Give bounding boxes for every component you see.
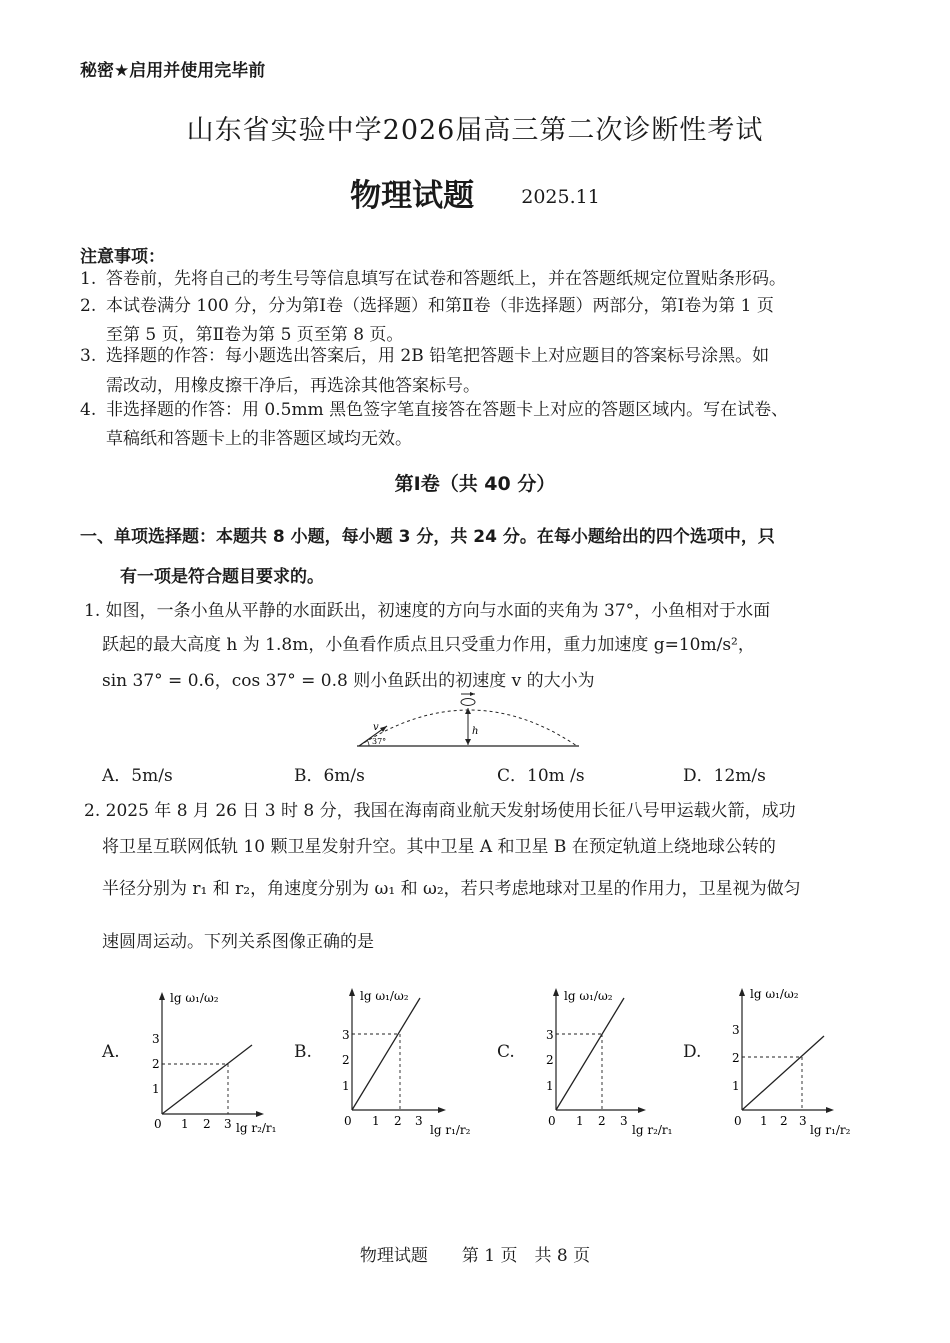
q2-line-2: 将卫星互联网低轨 10 颗卫星发射升空。其中卫星 A 和卫星 B 在预定轨道上绕地球公转的 <box>102 837 776 857</box>
x-tick-1: 1 <box>576 1114 584 1128</box>
notice-text: 选择题的作答：每小题选出答案后，用 2B 铅笔把答题卡上对应题目的答案标号涂黑。如 <box>106 346 770 366</box>
notice-text-cont: 至第 5 页，第Ⅱ卷为第 5 页至第 8 页。 <box>106 325 404 345</box>
y-axis-arrow <box>349 988 355 996</box>
notice-text: 非选择题的作答：用 0.5mm 黑色签字笔直接答在答题卡上对应的答题区域内。写在试卷、 <box>106 400 789 420</box>
q1-option-b[interactable]: B．6m/s <box>294 766 365 786</box>
x-axis-label: lg r₁/r₂ <box>810 1123 851 1137</box>
notice-text: 本试卷满分 100 分，分为第Ⅰ卷（选择题）和第Ⅱ卷（非选择题）两部分，第Ⅰ卷为第 1 页 <box>106 296 774 316</box>
notice-number: 3. <box>80 346 97 366</box>
tick-origin: 0 <box>154 1117 162 1131</box>
q1-line-2: 跃起的最大高度 h 为 1.8m，小鱼看作质点且只受重力作用，重力加速度 g=10m/s²， <box>102 635 755 655</box>
x-axis-arrow <box>438 1107 446 1113</box>
angle-label: 37° <box>372 737 387 746</box>
q1-line-1: 1. 如图，一条小鱼从平静的水面跃出，初速度的方向与水面的夹角为 37°，小鱼相对于水面 <box>84 601 771 621</box>
angle-arc <box>367 740 369 746</box>
height-label: h <box>472 726 479 737</box>
q2-option-d-label[interactable]: D. <box>683 1042 702 1062</box>
notice-text-cont: 草稿纸和答题卡上的非答题区域均无效。 <box>106 429 412 449</box>
y-axis-arrow <box>159 992 165 1000</box>
x-tick-3: 3 <box>799 1114 807 1128</box>
q2-graph-c <box>530 980 680 1140</box>
q2-graph-a <box>140 988 290 1148</box>
x-axis-label: lg r₂/r₁ <box>632 1123 673 1137</box>
tick-origin: 0 <box>344 1114 352 1128</box>
q2-option-b-label[interactable]: B. <box>294 1042 312 1062</box>
exam-date: 2025.11 <box>521 186 600 208</box>
q2-line-1: 2. 2025 年 8 月 26 日 3 时 8 分，我国在海南商业航天发射场使用长征八号甲运载火箭，成功 <box>84 801 796 821</box>
page-footer: 物理试题 第 1 页 共 8 页 <box>359 1246 591 1266</box>
tick-origin: 0 <box>548 1114 556 1128</box>
q2-line-3: 半径分别为 r₁ 和 r₂，角速度分别为 ω₁ 和 ω₂，若只考虑地球对卫星的作用力，卫星视为做匀 <box>102 879 801 899</box>
notice-title: 注意事项： <box>80 247 165 267</box>
section-title-cont: 有一项是符合题目要求的。 <box>120 567 324 587</box>
y-axis-arrow <box>553 988 559 996</box>
graph-line <box>742 1036 824 1110</box>
subject-row <box>0 170 950 215</box>
x-tick-1: 1 <box>372 1114 380 1128</box>
x-axis-label: lg r₂/r₁ <box>236 1121 277 1135</box>
y-tick-2: 2 <box>342 1053 350 1067</box>
graph-line <box>352 998 420 1110</box>
y-tick-1: 1 <box>546 1079 554 1093</box>
velocity-label: v <box>373 722 379 733</box>
exam-school-title: 山东省实验中学2026届高三第二次诊断性考试 <box>186 115 764 146</box>
notice-number: 4. <box>80 400 97 420</box>
q1-option-a[interactable]: A．5m/s <box>102 766 173 786</box>
q2-line-4: 速圆周运动。下列关系图像正确的是 <box>102 932 374 952</box>
y-axis-label: lg ω₁/ω₂ <box>750 987 799 1001</box>
fish-icon <box>461 699 475 706</box>
q2-graph-d <box>720 978 870 1148</box>
y-axis-label: lg ω₁/ω₂ <box>170 991 219 1005</box>
y-tick-1: 1 <box>152 1082 160 1096</box>
y-tick-3: 3 <box>152 1032 160 1046</box>
section-title: 一、单项选择题：本题共 8 小题，每小题 3 分，共 24 分。在每小题给出的四个选项中，只 <box>80 527 775 547</box>
graph-line <box>162 1045 252 1114</box>
q2-graph-b <box>330 980 480 1140</box>
height-arrow-bottom <box>465 739 471 745</box>
x-axis-arrow <box>826 1107 834 1113</box>
x-tick-3: 3 <box>415 1114 423 1128</box>
x-tick-2: 2 <box>203 1117 211 1131</box>
x-axis-label: lg r₁/r₂ <box>430 1123 471 1137</box>
notice-number: 2. <box>80 296 97 316</box>
y-axis-arrow <box>739 988 745 996</box>
fish-jump-figure <box>355 690 585 752</box>
notice-text: 答卷前，先将自己的考生号等信息填写在试卷和答题纸上，并在答题纸规定位置贴条形码。 <box>106 269 786 289</box>
y-tick-1: 1 <box>342 1079 350 1093</box>
x-tick-2: 2 <box>780 1114 788 1128</box>
y-tick-1: 1 <box>732 1079 740 1093</box>
y-tick-3: 3 <box>546 1028 554 1042</box>
notice-number: 1. <box>80 269 97 289</box>
y-tick-3: 3 <box>732 1023 740 1037</box>
q2-option-a-label[interactable]: A. <box>102 1042 120 1062</box>
q1-option-c[interactable]: C．10m /s <box>497 766 585 786</box>
y-tick-2: 2 <box>732 1051 740 1065</box>
graph-line <box>556 998 624 1110</box>
notice-item-2 <box>80 293 774 320</box>
q2-option-c-label[interactable]: C. <box>497 1042 515 1062</box>
notice-item-4 <box>80 397 788 424</box>
y-tick-2: 2 <box>152 1057 160 1071</box>
subject-title: 物理试题 <box>350 178 475 214</box>
tick-origin: 0 <box>734 1114 742 1128</box>
y-axis-label: lg ω₁/ω₂ <box>564 989 613 1003</box>
x-tick-1: 1 <box>760 1114 768 1128</box>
y-tick-2: 2 <box>546 1053 554 1067</box>
fish-velocity-arrowhead <box>470 692 475 696</box>
x-axis-arrow <box>638 1107 646 1113</box>
x-tick-1: 1 <box>181 1117 189 1131</box>
part-title: 第Ⅰ卷（共 40 分） <box>394 473 556 495</box>
y-tick-3: 3 <box>342 1028 350 1042</box>
notice-item-3 <box>80 343 769 370</box>
x-tick-3: 3 <box>620 1114 628 1128</box>
x-axis-arrow <box>256 1111 264 1117</box>
y-axis-label: lg ω₁/ω₂ <box>360 989 409 1003</box>
q1-option-d[interactable]: D．12m/s <box>683 766 766 786</box>
q1-line-3: sin 37° = 0.6，cos 37° = 0.8 则小鱼跃出的初速度 v 的大小为 <box>102 671 595 691</box>
x-tick-2: 2 <box>598 1114 606 1128</box>
notice-text-cont: 需改动，用橡皮擦干净后，再选涂其他答案标号。 <box>106 376 480 396</box>
x-tick-2: 2 <box>394 1114 402 1128</box>
confidential-label: 秘密★启用并使用完毕前 <box>80 61 266 81</box>
height-arrow-top <box>465 708 471 714</box>
x-tick-3: 3 <box>224 1117 232 1131</box>
notice-item-1 <box>80 266 786 293</box>
